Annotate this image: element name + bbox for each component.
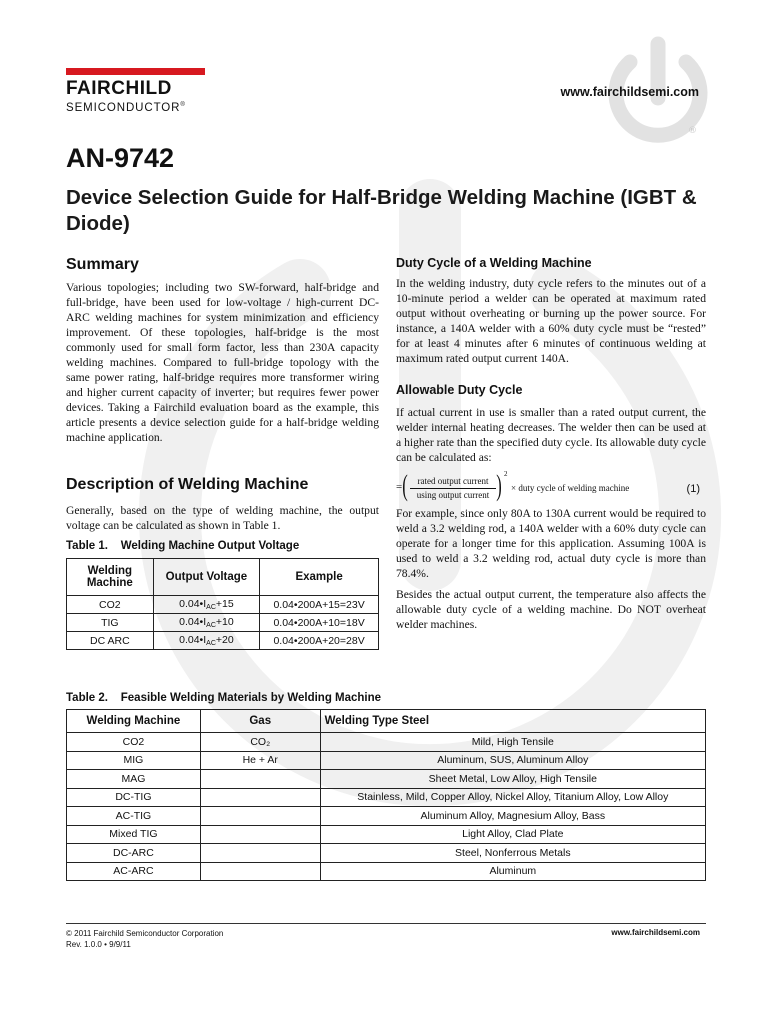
table2-cell-gas bbox=[200, 825, 320, 844]
table-row bbox=[67, 788, 706, 807]
table2-cell-machine: AC-ARC bbox=[67, 862, 201, 881]
table2-header-steel: Welding Type Steel bbox=[320, 710, 705, 733]
voltage-formula-subscript: AC bbox=[206, 640, 216, 647]
header-website-link[interactable]: www.fairchildsemi.com bbox=[560, 85, 699, 99]
table2-cell-steel: Steel, Nonferrous Metals bbox=[320, 844, 705, 863]
table1-cell-example: 0.04•200A+15=23V bbox=[260, 596, 379, 614]
table2-cell-gas: CO₂ bbox=[200, 733, 320, 752]
formula-denominator: using output current bbox=[416, 490, 490, 500]
table-row bbox=[67, 632, 379, 650]
table2-cell-gas bbox=[200, 862, 320, 881]
table2-cell-machine: AC-TIG bbox=[67, 807, 201, 826]
logo-registered-mark: ® bbox=[180, 102, 186, 108]
welding-materials-table bbox=[66, 709, 706, 881]
table2-cell-gas bbox=[200, 807, 320, 826]
voltage-formula-subscript: AC bbox=[206, 622, 216, 629]
table-row bbox=[67, 596, 379, 614]
formula-right-paren: ) bbox=[496, 469, 502, 502]
voltage-formula-subscript: AC bbox=[206, 604, 216, 611]
table2-caption-title: Feasible Welding Materials by Welding Machine bbox=[120, 692, 382, 704]
table-header-row bbox=[67, 710, 706, 733]
duty-cycle-heading: Duty Cycle of a Welding Machine bbox=[396, 256, 592, 270]
logo-subtitle bbox=[66, 99, 218, 115]
formula-numerator: rated output current bbox=[417, 476, 489, 486]
allowable-duty-cycle-heading: Allowable Duty Cycle bbox=[396, 383, 523, 397]
table2-cell-machine: Mixed TIG bbox=[67, 825, 201, 844]
voltage-formula-offset: +20 bbox=[215, 634, 234, 646]
table-row bbox=[67, 844, 706, 863]
table1-cell-machine: CO2 bbox=[67, 596, 154, 614]
temperature-paragraph: Besides the actual output current, the temperature also affects the allowable duty cycle of a welding machine. Do NOT overheat welder machines. bbox=[396, 588, 706, 631]
description-heading: Description of Welding Machine bbox=[66, 476, 309, 493]
table2-cell-steel: Stainless, Mild, Copper Alloy, Nickel Alloy, Titanium Alloy, Low Alloy bbox=[320, 788, 705, 807]
table1-header-voltage: Output Voltage bbox=[153, 559, 260, 596]
table-row bbox=[67, 770, 706, 789]
table2-cell-gas bbox=[200, 788, 320, 807]
table-header-row bbox=[67, 559, 379, 596]
table1-cell-machine: DC ARC bbox=[67, 632, 154, 650]
table2-cell-machine: MIG bbox=[67, 751, 201, 770]
table2-cell-steel: Mild, High Tensile bbox=[320, 733, 705, 752]
table2-cell-steel: Aluminum bbox=[320, 862, 705, 881]
footer-website-link[interactable]: www.fairchildsemi.com bbox=[611, 928, 700, 937]
table1-caption bbox=[66, 540, 299, 552]
table2-cell-steel: Light Alloy, Clad Plate bbox=[320, 825, 705, 844]
allowable-duty-cycle-paragraph: If actual current in use is smaller than a rated output current, the welder internal heating decreases. The welder then can be used at a higher rate than the specified duty cycle. Its allowable duty cycle can be calculated as: bbox=[396, 406, 706, 464]
duty-cycle-formula bbox=[396, 469, 706, 504]
fairchild-logo bbox=[66, 68, 218, 115]
table2-caption-number: Table 2. bbox=[66, 692, 108, 704]
voltage-formula-text: 0.04•I bbox=[179, 598, 207, 610]
table2-cell-gas bbox=[200, 770, 320, 789]
table1-cell-machine: TIG bbox=[67, 614, 154, 632]
voltage-formula-offset: +10 bbox=[215, 616, 234, 628]
formula-rest: × duty cycle of welding machine bbox=[511, 483, 630, 493]
table2-header-machine: Welding Machine bbox=[67, 710, 201, 733]
logo-red-bar bbox=[66, 68, 205, 75]
logo-name: FAIRCHILD bbox=[66, 78, 172, 99]
formula-exponent: 2 bbox=[504, 470, 508, 478]
table2-header-gas: Gas bbox=[200, 710, 320, 733]
table2-cell-steel: Sheet Metal, Low Alloy, High Tensile bbox=[320, 770, 705, 789]
table-row bbox=[67, 751, 706, 770]
formula-left-paren: ( bbox=[402, 469, 408, 502]
output-voltage-table bbox=[66, 558, 379, 650]
table2-cell-gas bbox=[200, 844, 320, 863]
table1-cell-example: 0.04•200A+10=18V bbox=[260, 614, 379, 632]
table2-cell-steel: Aluminum Alloy, Magnesium Alloy, Bass bbox=[320, 807, 705, 826]
summary-heading: Summary bbox=[66, 256, 139, 273]
description-paragraph: Generally, based on the type of welding machine, the output voltage can be calculated as shown in Table 1. bbox=[66, 504, 379, 532]
voltage-formula-offset: +15 bbox=[215, 598, 234, 610]
voltage-formula-text: 0.04•I bbox=[179, 634, 207, 646]
footer-info bbox=[66, 928, 223, 950]
table1-cell-example: 0.04•200A+20=28V bbox=[260, 632, 379, 650]
table1-header-example: Example bbox=[260, 559, 379, 596]
table-row bbox=[67, 614, 379, 632]
voltage-formula-text: 0.04•I bbox=[179, 616, 207, 628]
document-title: Device Selection Guide for Half-Bridge Welding Machine (IGBT & Diode) bbox=[66, 186, 697, 235]
logo-sub-text: SEMICONDUCTOR bbox=[66, 101, 181, 114]
table2-caption bbox=[66, 692, 381, 704]
table1-caption-number: Table 1. bbox=[66, 540, 108, 552]
table-row bbox=[67, 862, 706, 881]
table2-cell-machine: MAG bbox=[67, 770, 201, 789]
table1-header-machine: Welding Machine bbox=[67, 559, 154, 596]
table2-cell-steel: Aluminum, SUS, Aluminum Alloy bbox=[320, 751, 705, 770]
table-row bbox=[67, 807, 706, 826]
table-row bbox=[67, 825, 706, 844]
table2-cell-machine: DC-TIG bbox=[67, 788, 201, 807]
table1-cell-voltage bbox=[153, 596, 260, 614]
table-row bbox=[67, 733, 706, 752]
footer-divider bbox=[66, 923, 706, 924]
example-paragraph: For example, since only 80A to 130A current would be required to weld a 3.2 welding rod, a 140A welder with a 60% duty cycle can operate for a longer time for this application. Assuming 100A is used to weld a 3.2 welding rod, actual duty cycle is more than 78.4%. bbox=[396, 507, 706, 580]
footer-copyright: © 2011 Fairchild Semiconductor Corporation bbox=[66, 929, 224, 938]
formula-equals: = bbox=[396, 481, 403, 493]
duty-cycle-paragraph: In the welding industry, duty cycle refers to the minutes out of a 10-minute period a welder can be operated at maximum rated output without overheating or burning up the power source. For instance, a 140A welder with a 60% duty cycle must be “rested” for at least 4 minutes after 6 minutes of continuous welding at maximum rated output current 140A. bbox=[396, 277, 706, 365]
formula-number: (1) bbox=[686, 483, 700, 495]
table2-cell-machine: CO2 bbox=[67, 733, 201, 752]
watermark-registered-mark: ® bbox=[688, 126, 697, 136]
table1-caption-title: Welding Machine Output Voltage bbox=[120, 540, 300, 552]
summary-paragraph: Various topologies; including two SW-forward, half-bridge and full-bridge, have been used for low-voltage / high-current DC-ARC welding machines for system minimization and efficiency improvement. Of these topologies, half-bridge is the most commonly used for small form factor, less than 230A capacity welding machines. Compared to full-bridge topology with the same power rating, half-bridge requires more transformer wiring and higher current capacity of inverter; but requires fewer power devices. Taking a Fairchild evaluation board as the example, this article presents a device selection guide for a half-bridge welding machine application. bbox=[66, 281, 379, 444]
footer-revision: Rev. 1.0.0 • 9/9/11 bbox=[66, 940, 131, 949]
table1-cell-voltage bbox=[153, 632, 260, 650]
table1-cell-voltage bbox=[153, 614, 260, 632]
table2-cell-machine: DC-ARC bbox=[67, 844, 201, 863]
formula-fraction-bar bbox=[410, 488, 496, 489]
table2-cell-gas: He + Ar bbox=[200, 751, 320, 770]
document-number: AN-9742 bbox=[66, 143, 175, 173]
